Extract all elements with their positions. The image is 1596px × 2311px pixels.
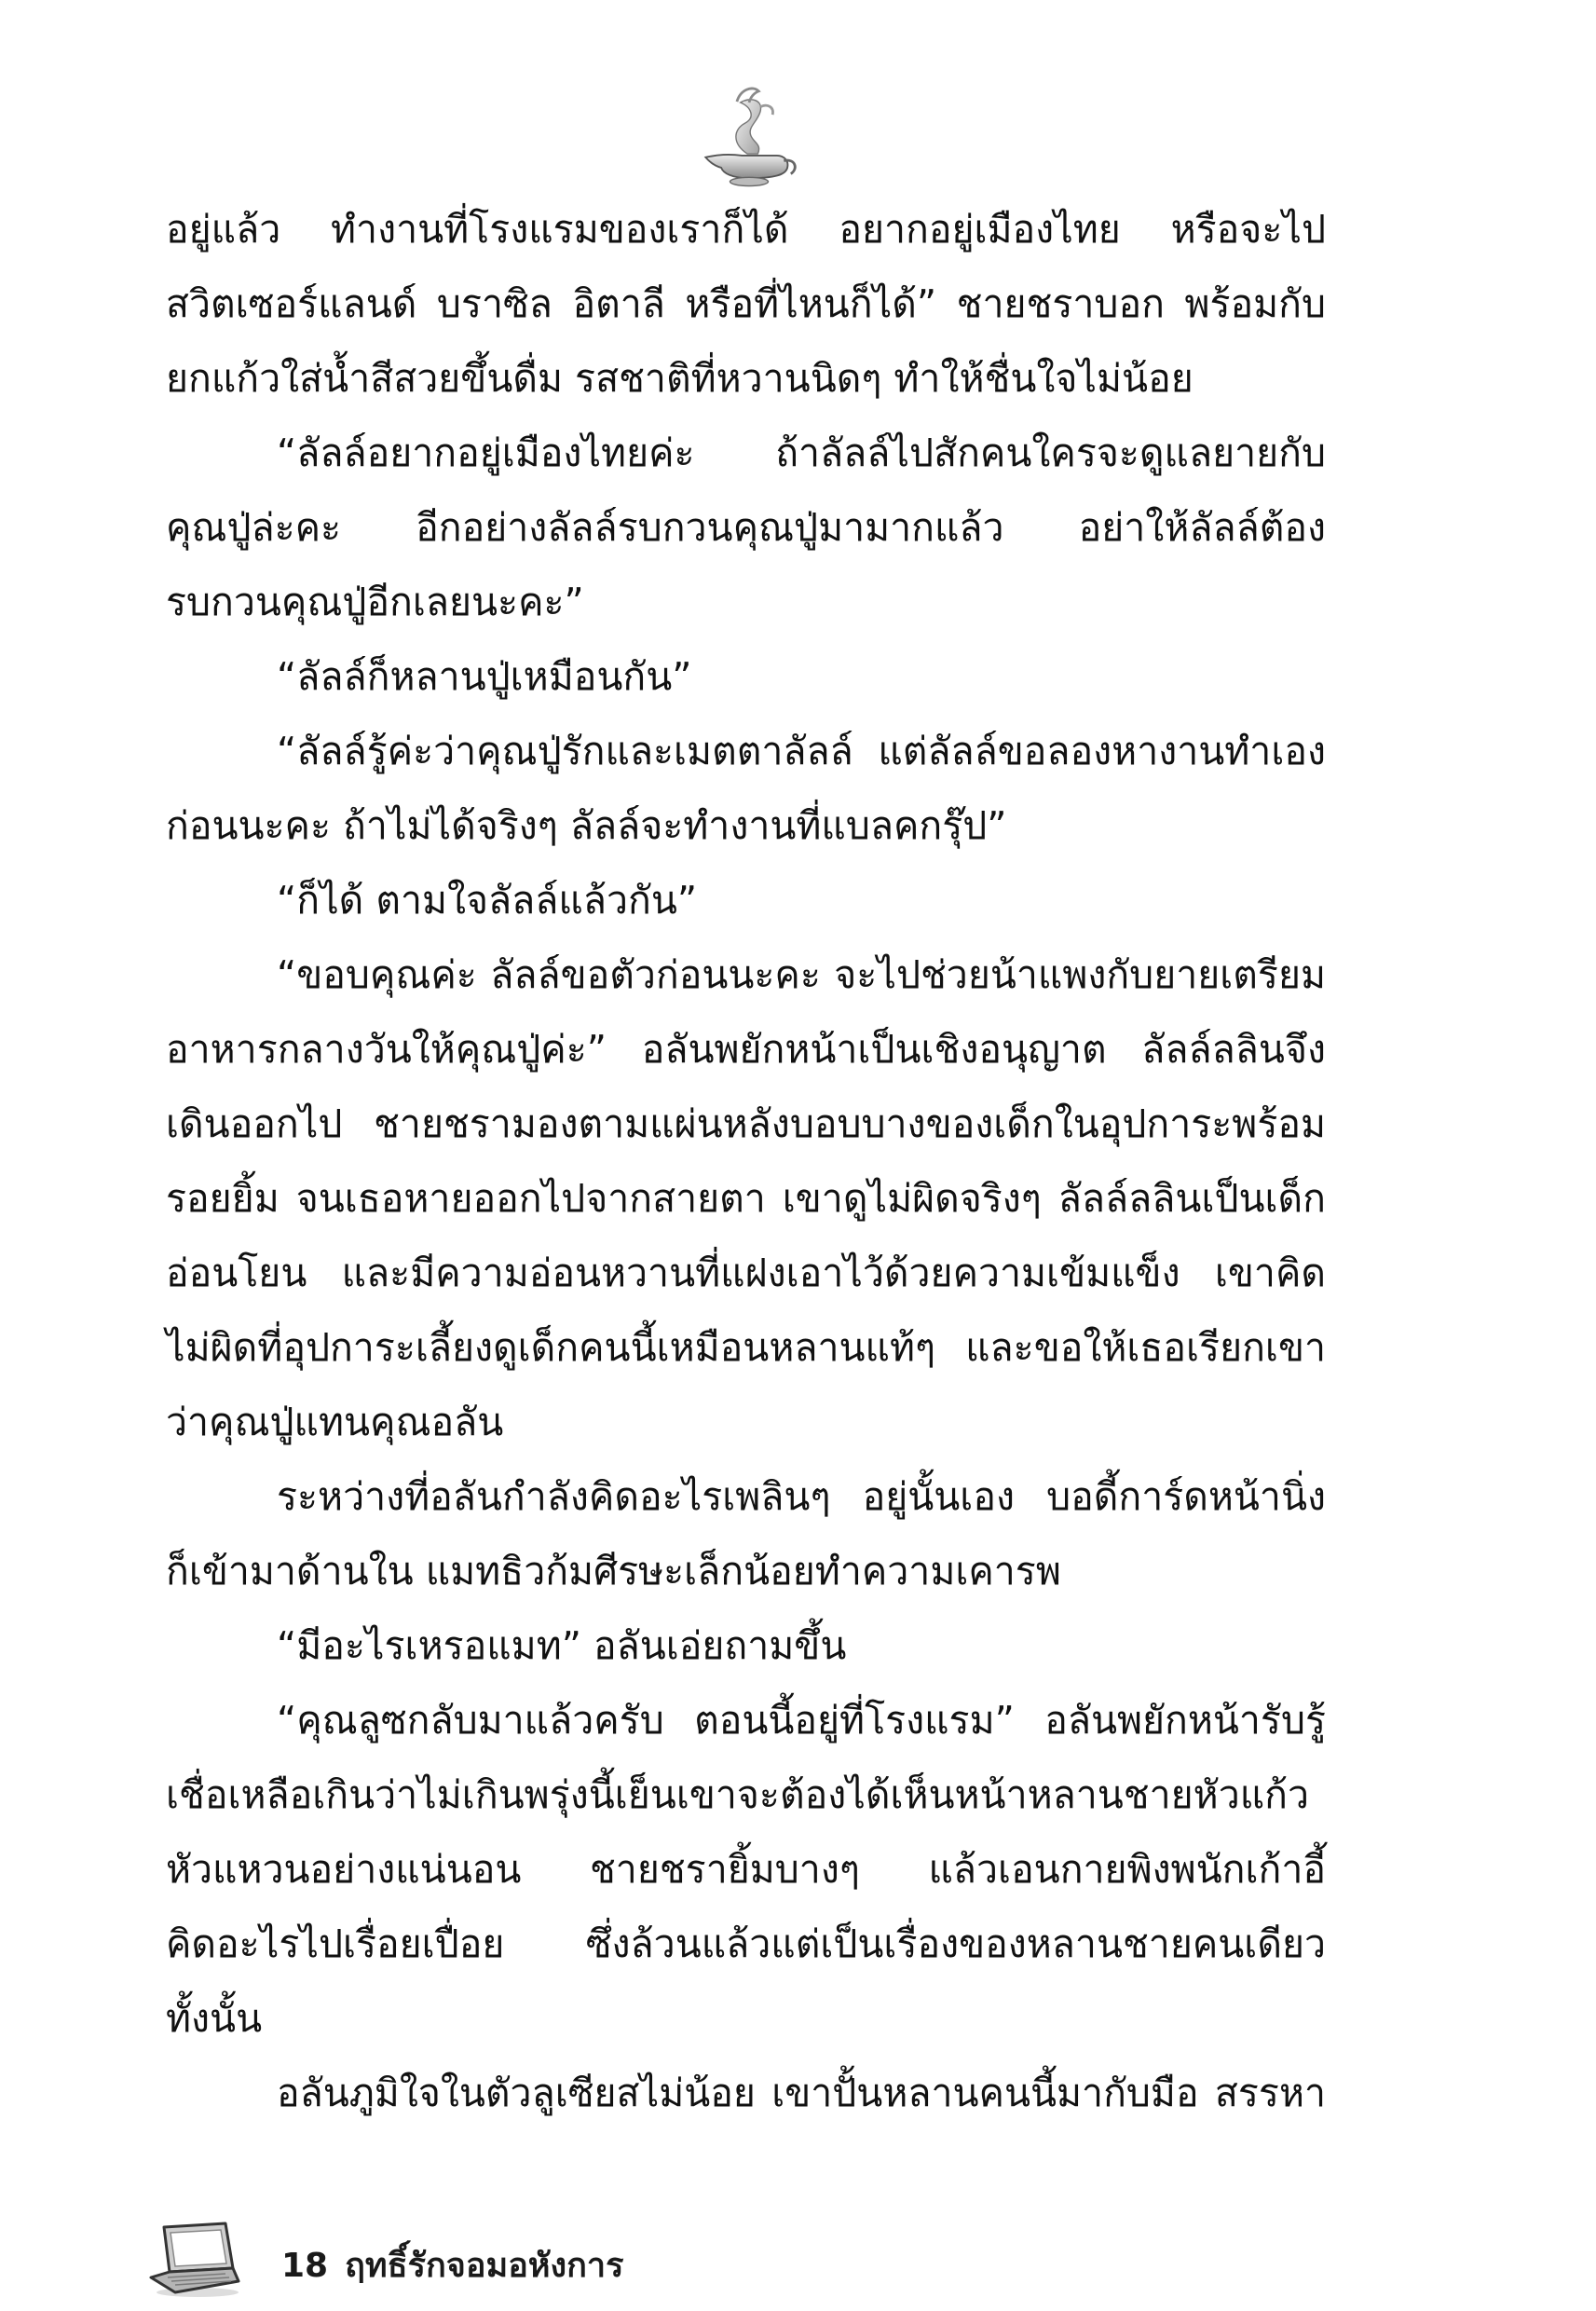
text-line: อาหารกลางวันให้คุณปู่ค่ะ” อลันพยักหน้าเป็นเชิงอนุญาต ลัลล์ลลินจึง	[166, 1027, 1326, 1072]
text-line: หัวแหวนอย่างแน่นอน ชายชรายิ้มบางๆ แล้วเอนกายพิงพนักเก้าอี้	[166, 1847, 1326, 1892]
page-number: 18	[281, 2247, 329, 2285]
laptop-screen	[171, 2230, 226, 2266]
paragraph	[166, 1683, 1326, 2056]
text-line: อยู่แล้ว ทำงานที่โรงแรมของเราก็ได้ อยากอยู่เมืองไทย หรือจะไป	[166, 207, 1326, 252]
text-line: ก่อนนะคะ ถ้าไม่ได้จริงๆ ลัลล์จะทำงานที่แบลคกรุ๊ป”	[166, 803, 1007, 848]
paragraph	[166, 714, 1326, 863]
text-line: อลันภูมิใจในตัวลูเซียสไม่น้อย เขาปั้นหลานคนนี้มากับมือ สรรหา	[277, 2071, 1326, 2115]
text-line: “คุณลูซกลับมาแล้วครับ ตอนนี้อยู่ที่โรงแรม” อลันพยักหน้ารับรู้	[277, 1698, 1326, 1743]
paragraph	[166, 416, 1326, 639]
smoke-wisp	[760, 105, 772, 115]
text-line: ยกแก้วใส่น้ำสีสวยขึ้นดื่ม รสชาติที่หวานนิดๆ ทำให้ชื่นใจไม่น้อย	[166, 356, 1194, 401]
paragraph	[166, 192, 1326, 416]
book-title: ฤทธิ์รักจอมอหังการ	[345, 2247, 624, 2285]
lamp-body	[705, 155, 787, 178]
page-footer	[281, 2240, 623, 2292]
paragraph	[166, 2056, 1326, 2130]
text-line: ไม่ผิดที่อุปการะเลี้ยงดูเด็กคนนี้เหมือนหลานแท้ๆ และขอให้เธอเรียกเขา	[166, 1325, 1326, 1370]
text-line: “ขอบคุณค่ะ ลัลล์ขอตัวก่อนนะคะ จะไปช่วยน้าแพงกับยายเตรียม	[277, 952, 1326, 997]
text-line: “ลัลล์รู้ค่ะว่าคุณปู่รักและเมตตาลัลล์ แต่ลัลล์ขอลองหางานทำเอง	[277, 729, 1326, 773]
text-line: รอยยิ้ม จนเธอหายออกไปจากสายตา เขาดูไม่ผิดจริงๆ ลัลล์ลลินเป็นเด็ก	[166, 1176, 1326, 1221]
text-line: ระหว่างที่อลันกำลังคิดอะไรเพลินๆ อยู่นั้นเอง บอดี้การ์ดหน้านิ่ง	[277, 1474, 1326, 1519]
text-line: “ลัลล์อยากอยู่เมืองไทยค่ะ ถ้าลัลล์ไปสักคนใครจะดูแลยายกับ	[277, 431, 1326, 475]
paragraph	[166, 937, 1326, 1459]
paragraph	[166, 1608, 1326, 1683]
laptop-icon	[147, 2222, 240, 2298]
text-line: สวิตเซอร์แลนด์ บราซิล อิตาลี หรือที่ไหนก็ได้” ชายชราบอก พร้อมกับ	[166, 281, 1326, 326]
text-line: “มีอะไรเหรอแมท” อลันเอ่ยถามขึ้น	[277, 1623, 847, 1668]
text-line: ว่าคุณปู่แทนคุณอลัน	[166, 1400, 504, 1444]
lamp-base	[730, 177, 768, 185]
text-line: “ก็ได้ ตามใจลัลล์แล้วกัน”	[277, 878, 698, 923]
genie-smoke	[736, 100, 761, 154]
genie-lamp-icon	[697, 80, 801, 190]
paragraph	[166, 1459, 1326, 1608]
text-line: เชื่อเหลือเกินว่าไม่เกินพรุ่งนี้เย็นเขาจะต้องได้เห็นหน้าหลานชายหัวแก้ว	[166, 1772, 1309, 1817]
paragraph	[166, 863, 1326, 937]
text-line: “ลัลล์ก็หลานปู่เหมือนกัน”	[277, 654, 692, 699]
text-line: รบกวนคุณปู่อีกเลยนะคะ”	[166, 580, 584, 624]
body-text	[166, 192, 1326, 2130]
text-line: ก็เข้ามาด้านใน แมทธิวก้มศีรษะเล็กน้อยทำความเคารพ	[166, 1549, 1061, 1593]
text-line: อ่อนโยน และมีความอ่อนหวานที่แฝงเอาไว้ด้วยความเข้มแข็ง เขาคิด	[166, 1251, 1326, 1295]
text-line: คุณปู่ล่ะคะ อีกอย่างลัลล์รบกวนคุณปู่มามากแล้ว อย่าให้ลัลล์ต้อง	[166, 505, 1326, 550]
paragraph	[166, 639, 1326, 714]
text-line: เดินออกไป ชายชรามองตามแผ่นหลังบอบบางของเด็กในอุปการะพร้อม	[166, 1101, 1326, 1146]
text-line: ทั้งนั้น	[166, 1996, 263, 2041]
text-line: คิดอะไรไปเรื่อยเปื่อย ซึ่งล้วนแล้วแต่เป็นเรื่องของหลานชายคนเดียว	[166, 1921, 1326, 1966]
